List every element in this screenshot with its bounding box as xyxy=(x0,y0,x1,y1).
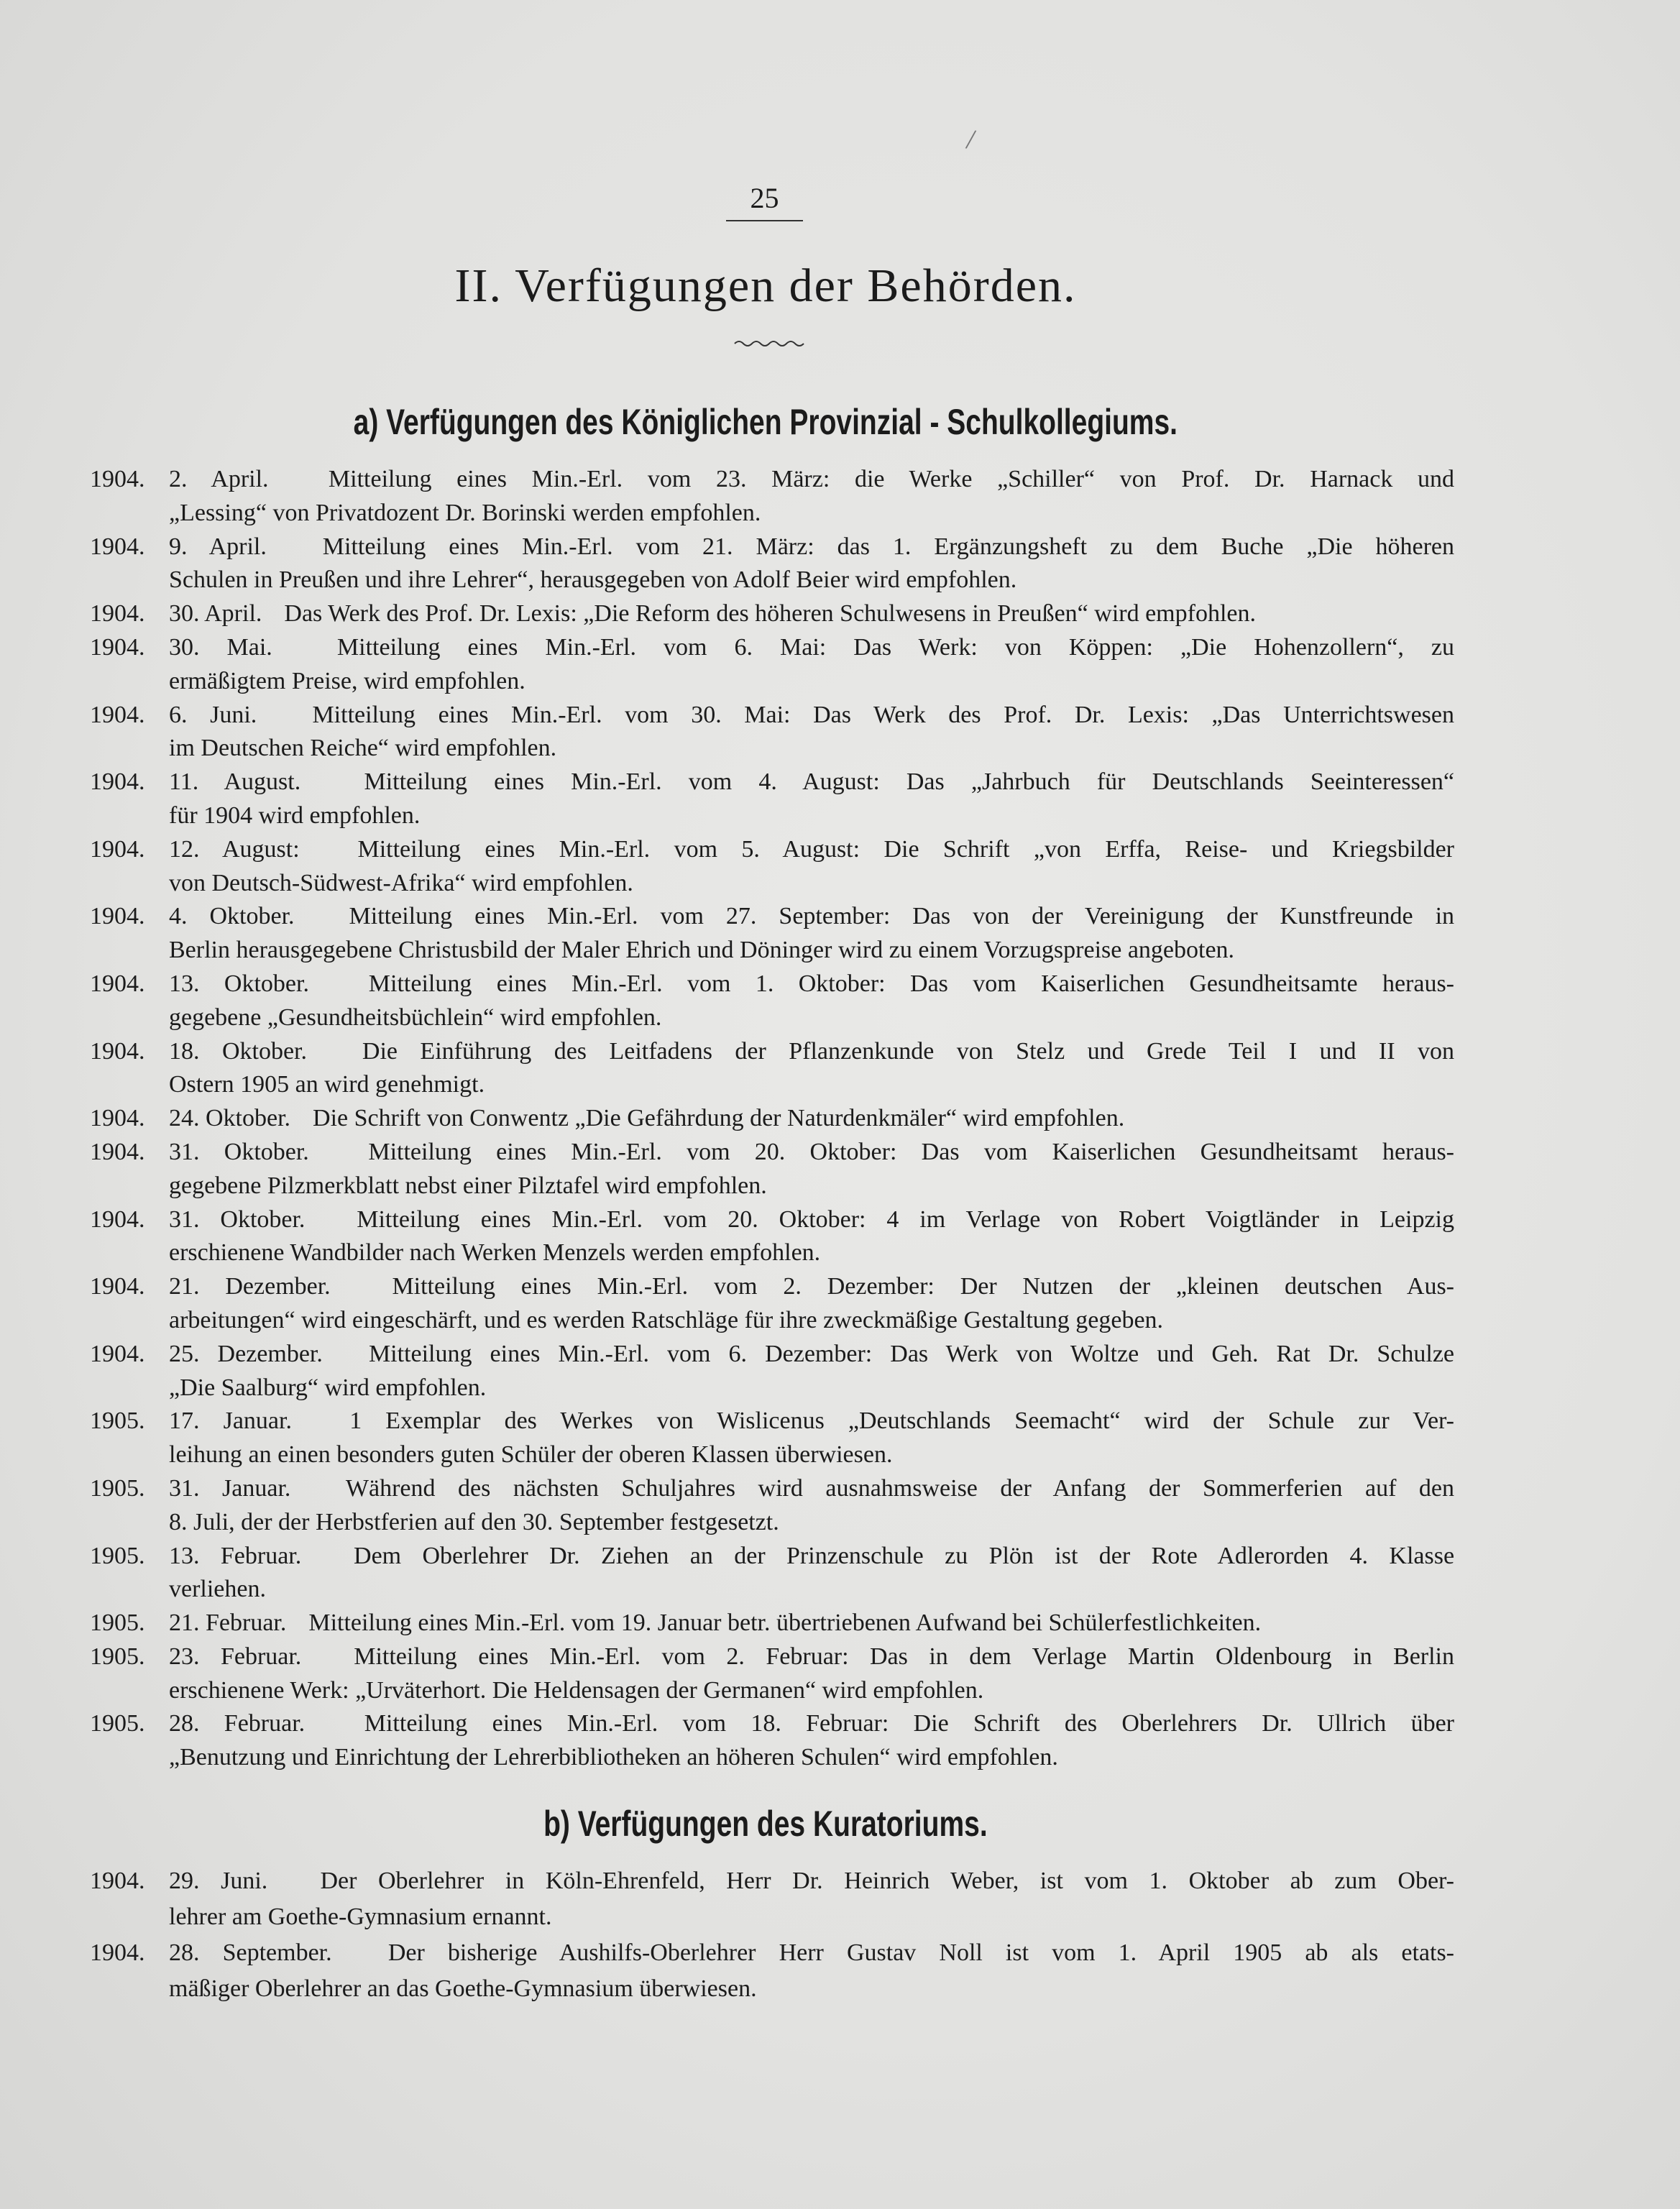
entry-text: verliehen. xyxy=(169,1576,266,1603)
entry-line xyxy=(90,699,1454,732)
entry-text: Dem Oberlehrer Dr. Ziehen an der Prinzenschule zu Plön ist der Rote Adlerorden 4. Klasse xyxy=(354,1542,1455,1569)
entry-line xyxy=(90,1472,1454,1506)
entry-line xyxy=(90,1506,1454,1540)
decree-list-b xyxy=(90,1863,1454,2007)
entry-text: 1 Exemplar des Werkes von Wislicenus „Deutschlands Seemacht“ wird der Schule zur Ver- xyxy=(349,1407,1455,1435)
decree-entry xyxy=(90,1607,1454,1640)
decree-entry xyxy=(90,1472,1454,1540)
entry-line xyxy=(90,1971,1454,2007)
decree-entry xyxy=(90,699,1454,766)
decree-entry xyxy=(90,1640,1454,1708)
entry-year: 1904. xyxy=(90,533,145,560)
decree-entry xyxy=(90,1707,1454,1775)
entry-date: 2. April. xyxy=(169,466,269,492)
decree-entry xyxy=(90,833,1454,901)
entry-year: 1905. xyxy=(90,1609,145,1637)
entry-year: 1904. xyxy=(90,835,145,863)
entry-text: Schulen in Preußen und ihre Lehrer“, herausgegeben von Adolf Beier wird empfohlen. xyxy=(169,566,1017,594)
entry-line xyxy=(90,1236,1454,1270)
entry-year: 1904. xyxy=(90,1138,145,1165)
entry-text: Mitteilung eines Min.-Erl. vom 6. Dezember: Das Werk von Woltze und Geh. Rat Dr. Schulze xyxy=(368,1340,1454,1367)
entry-text: Der bisherige Aushilfs-Oberlehrer Herr Gustav Noll ist vom 1. April 1905 ab als etats- xyxy=(387,1939,1454,1966)
entry-line xyxy=(90,1102,1454,1136)
decree-entry xyxy=(90,1102,1454,1136)
entry-text: „Die Saalburg“ wird empfohlen. xyxy=(169,1374,487,1401)
entry-text: Die Schrift von Conwentz „Die Gefährdung der Naturdenkmäler“ wird empfohlen. xyxy=(313,1105,1125,1132)
entry-line xyxy=(90,833,1454,867)
entry-line xyxy=(90,631,1454,665)
entry-text: Der Oberlehrer in Köln-Ehrenfeld, Herr Dr. Heinrich Weber, ist vom 1. Oktober ab zum Ober- xyxy=(320,1868,1455,1894)
section-heading-kuratorium xyxy=(0,1803,1531,1845)
entry-year: 1904. xyxy=(90,970,145,997)
page-number: 25 xyxy=(750,182,779,214)
entry-text: Mitteilung eines Min.-Erl. vom 19. Januar betr. übertriebenen Aufwand bei Schülerfestlichkeiten. xyxy=(308,1609,1262,1637)
section-heading-text: b) Verfügungen des Kuratoriums. xyxy=(543,1804,988,1844)
stray-pen-mark: / xyxy=(964,122,978,156)
entry-text: „Benutzung und Einrichtung der Lehrerbibliotheken an höheren Schulen“ wird empfohlen. xyxy=(169,1744,1058,1771)
page-number-underline xyxy=(726,220,803,221)
entry-text: Mitteilung eines Min.-Erl. vom 5. August: Die Schrift „von Erffa, Reise- und Kriegsbilder xyxy=(357,835,1454,863)
entry-date: 28. September. xyxy=(169,1939,332,1966)
entry-date: 30. April. xyxy=(169,600,262,628)
entry-line xyxy=(90,900,1454,934)
entry-line xyxy=(90,1001,1454,1035)
entry-text: gegebene Pilzmerkblatt nebst einer Pilztafel wird empfohlen. xyxy=(169,1172,767,1199)
entry-text: 8. Juli, der der Herbstferien auf den 30. September festgesetzt. xyxy=(169,1508,779,1535)
decree-entry xyxy=(90,766,1454,833)
entry-text: Während des nächsten Schuljahres wird ausnahmsweise der Anfang der Sommerferien auf den xyxy=(345,1474,1455,1502)
entry-line xyxy=(90,1405,1454,1438)
entry-line xyxy=(90,1540,1454,1574)
entry-text: Mitteilung eines Min.-Erl. vom 20. Oktober: 4 im Verlage von Robert Voigtländer in Leipzig xyxy=(357,1205,1455,1233)
entry-line xyxy=(90,968,1454,1001)
entry-date: 25. Dezember. xyxy=(169,1340,323,1367)
entry-line xyxy=(90,766,1454,799)
entry-text: Mitteilung eines Min.-Erl. vom 1. Oktober: Das vom Kaiserlichen Gesundheitsamte heraus- xyxy=(368,970,1455,997)
entry-text: Mitteilung eines Min.-Erl. vom 20. Oktober: Das vom Kaiserlichen Gesundheitsamt heraus- xyxy=(368,1138,1454,1165)
entry-text: erschienene Wandbilder nach Werken Menzels werden empfohlen. xyxy=(169,1239,821,1267)
entry-date: 9. April. xyxy=(169,533,267,560)
entry-text: von Deutsch-Südwest-Afrika“ wird empfohlen. xyxy=(169,869,633,896)
entry-line xyxy=(90,1674,1454,1708)
entry-year: 1904. xyxy=(90,633,145,661)
section-heading-text: a) Verfügungen des Königlichen Provinzial - Schulkollegiums. xyxy=(353,402,1178,442)
entry-year: 1904. xyxy=(90,1273,145,1300)
entry-text: Mitteilung eines Min.-Erl. vom 2. Dezember: Der Nutzen der „kleinen deutschen Aus- xyxy=(392,1273,1454,1300)
entry-line xyxy=(90,564,1454,597)
entry-date: 21. Dezember. xyxy=(169,1273,331,1300)
entry-date: 18. Oktober. xyxy=(169,1037,307,1065)
entry-line xyxy=(90,1707,1454,1741)
decree-list-a xyxy=(90,463,1454,1775)
entry-date: 24. Oktober. xyxy=(169,1105,291,1132)
entry-year: 1904. xyxy=(90,1105,145,1132)
entry-line xyxy=(90,1170,1454,1203)
page-title: II. Verfügungen der Behörden. xyxy=(454,260,1077,312)
entry-text: Das Werk des Prof. Dr. Lexis: „Die Reform des höheren Schulwesens in Preußen“ wird empfohlen. xyxy=(284,600,1256,628)
entry-line xyxy=(90,531,1454,564)
entry-date: 13. Oktober. xyxy=(169,970,309,997)
decree-entry xyxy=(90,531,1454,598)
entry-line xyxy=(90,1863,1454,1899)
entry-date: 28. Februar. xyxy=(169,1710,306,1737)
entry-date: 29. Juni. xyxy=(169,1868,268,1894)
entry-date: 4. Oktober. xyxy=(169,903,295,930)
entry-line xyxy=(90,1899,1454,1935)
entry-date: 12. August: xyxy=(169,835,300,863)
entry-text: Mitteilung eines Min.-Erl. vom 2. Februar: Das in dem Verlage Martin Oldenbourg in Berlin xyxy=(354,1643,1454,1670)
entry-line xyxy=(90,1136,1454,1170)
entry-text: für 1904 wird empfohlen. xyxy=(169,802,421,829)
decree-entry xyxy=(90,597,1454,631)
entry-line xyxy=(90,1203,1454,1237)
entry-text: erschienene Werk: „Urväterhort. Die Heldensagen der Germanen“ wird empfohlen. xyxy=(169,1676,984,1704)
entry-date: 17. Januar. xyxy=(169,1407,292,1435)
entry-line xyxy=(90,665,1454,699)
entry-line xyxy=(90,1068,1454,1102)
entry-year: 1904. xyxy=(90,600,145,628)
entry-text: ermäßigtem Preise, wird empfohlen. xyxy=(169,667,525,694)
decree-entry xyxy=(90,1935,1454,2007)
decree-entry xyxy=(90,1035,1454,1103)
entry-line xyxy=(90,1270,1454,1304)
decree-entry xyxy=(90,968,1454,1035)
entry-text: Mitteilung eines Min.-Erl. vom 23. März: die Werke „Schiller“ von Prof. Dr. Harnack und xyxy=(328,466,1455,492)
decree-entry xyxy=(90,1270,1454,1338)
entry-line xyxy=(90,799,1454,833)
entry-year: 1905. xyxy=(90,1474,145,1502)
entry-year: 1905. xyxy=(90,1407,145,1435)
entry-year: 1904. xyxy=(90,1340,145,1367)
entry-line xyxy=(90,1304,1454,1338)
entry-year: 1904. xyxy=(90,768,145,796)
entry-line xyxy=(90,1741,1454,1775)
entry-text: Mitteilung eines Min.-Erl. vom 21. März: das 1. Ergänzungsheft zu dem Buche „Die höheren xyxy=(322,533,1455,560)
decree-entry xyxy=(90,1405,1454,1472)
entry-date: 21. Februar. xyxy=(169,1609,287,1637)
entry-text: Berlin herausgegebene Christusbild der Maler Ehrich und Döninger wird zu einem Vorzugspreise angeboten. xyxy=(169,937,1235,964)
entry-line xyxy=(90,732,1454,766)
entry-line xyxy=(90,463,1454,497)
entry-line xyxy=(90,1640,1454,1674)
entry-text: im Deutschen Reiche“ wird empfohlen. xyxy=(169,735,557,762)
entry-date: 31. Oktober. xyxy=(169,1138,309,1165)
entry-date: 30. Mai. xyxy=(169,633,272,661)
decree-entry xyxy=(90,1863,1454,1935)
entry-date: 6. Juni. xyxy=(169,701,257,728)
entry-text: Mitteilung eines Min.-Erl. vom 27. September: Das von der Vereinigung der Kunstfreunde in xyxy=(349,903,1455,930)
entry-line xyxy=(90,867,1454,901)
entry-text: Mitteilung eines Min.-Erl. vom 4. August: Das „Jahrbuch für Deutschlands Seeinteressen“ xyxy=(364,768,1455,796)
entry-line xyxy=(90,1607,1454,1640)
entry-line xyxy=(90,597,1454,631)
decree-entry xyxy=(90,463,1454,531)
entry-text: arbeitungen“ wird eingeschärft, und es werden Ratschläge für ihre zweckmäßige Gestaltung gegeben. xyxy=(169,1306,1164,1333)
ornament-squiggle xyxy=(733,338,805,349)
section-heading-provinzial-schulkollegium xyxy=(0,401,1531,443)
decree-entry xyxy=(90,1136,1454,1203)
entry-year: 1905. xyxy=(90,1542,145,1569)
entry-year: 1905. xyxy=(90,1643,145,1670)
entry-text: Mitteilung eines Min.-Erl. vom 30. Mai: Das Werk des Prof. Dr. Lexis: „Das Unterrichtswesen xyxy=(312,701,1454,728)
entry-text: Mitteilung eines Min.-Erl. vom 18. Februar: Die Schrift des Oberlehrers Dr. Ullrich über xyxy=(364,1710,1455,1737)
entry-date: 23. Februar. xyxy=(169,1643,302,1670)
entry-line xyxy=(90,1438,1454,1472)
entry-year: 1904. xyxy=(90,903,145,930)
entry-year: 1905. xyxy=(90,1710,145,1737)
entry-line xyxy=(90,497,1454,531)
entry-date: 31. Januar. xyxy=(169,1474,291,1502)
decree-entry xyxy=(90,1338,1454,1405)
entry-line xyxy=(90,1372,1454,1405)
entry-year: 1904. xyxy=(90,1037,145,1065)
entry-text: gegebene „Gesundheitsbüchlein“ wird empfohlen. xyxy=(169,1004,662,1031)
entry-line xyxy=(90,934,1454,968)
decree-entry xyxy=(90,900,1454,968)
entry-text: „Lessing“ von Privatdozent Dr. Borinski werden empfohlen. xyxy=(169,499,761,526)
entry-date: 11. August. xyxy=(169,768,301,796)
entry-line xyxy=(90,1935,1454,1971)
entry-text: Die Einführung des Leitfadens der Pflanzenkunde von Stelz und Grede Teil I und II von xyxy=(362,1037,1455,1065)
entry-year: 1904. xyxy=(90,466,145,492)
entry-text: mäßiger Oberlehrer an das Goethe-Gymnasium überwiesen. xyxy=(169,1975,757,2002)
decree-entry xyxy=(90,631,1454,699)
entry-year: 1904. xyxy=(90,1205,145,1233)
entry-text: Ostern 1905 an wird genehmigt. xyxy=(169,1071,485,1098)
decree-entry xyxy=(90,1203,1454,1271)
entry-year: 1904. xyxy=(90,701,145,728)
entry-text: leihung an einen besonders guten Schüler der oberen Klassen überwiesen. xyxy=(169,1441,893,1469)
entry-line xyxy=(90,1035,1454,1069)
entry-line xyxy=(90,1573,1454,1607)
entry-year: 1904. xyxy=(90,1868,145,1894)
decree-entry xyxy=(90,1540,1454,1607)
entry-date: 31. Oktober. xyxy=(169,1205,306,1233)
entry-date: 13. Februar. xyxy=(169,1542,302,1569)
entry-text: Mitteilung eines Min.-Erl. vom 6. Mai: Das Werk: von Köppen: „Die Hohenzollern“, zu xyxy=(336,633,1454,661)
entry-text: lehrer am Goethe-Gymnasium ernannt. xyxy=(169,1903,552,1930)
entry-year: 1904. xyxy=(90,1939,145,1966)
entry-line xyxy=(90,1338,1454,1372)
